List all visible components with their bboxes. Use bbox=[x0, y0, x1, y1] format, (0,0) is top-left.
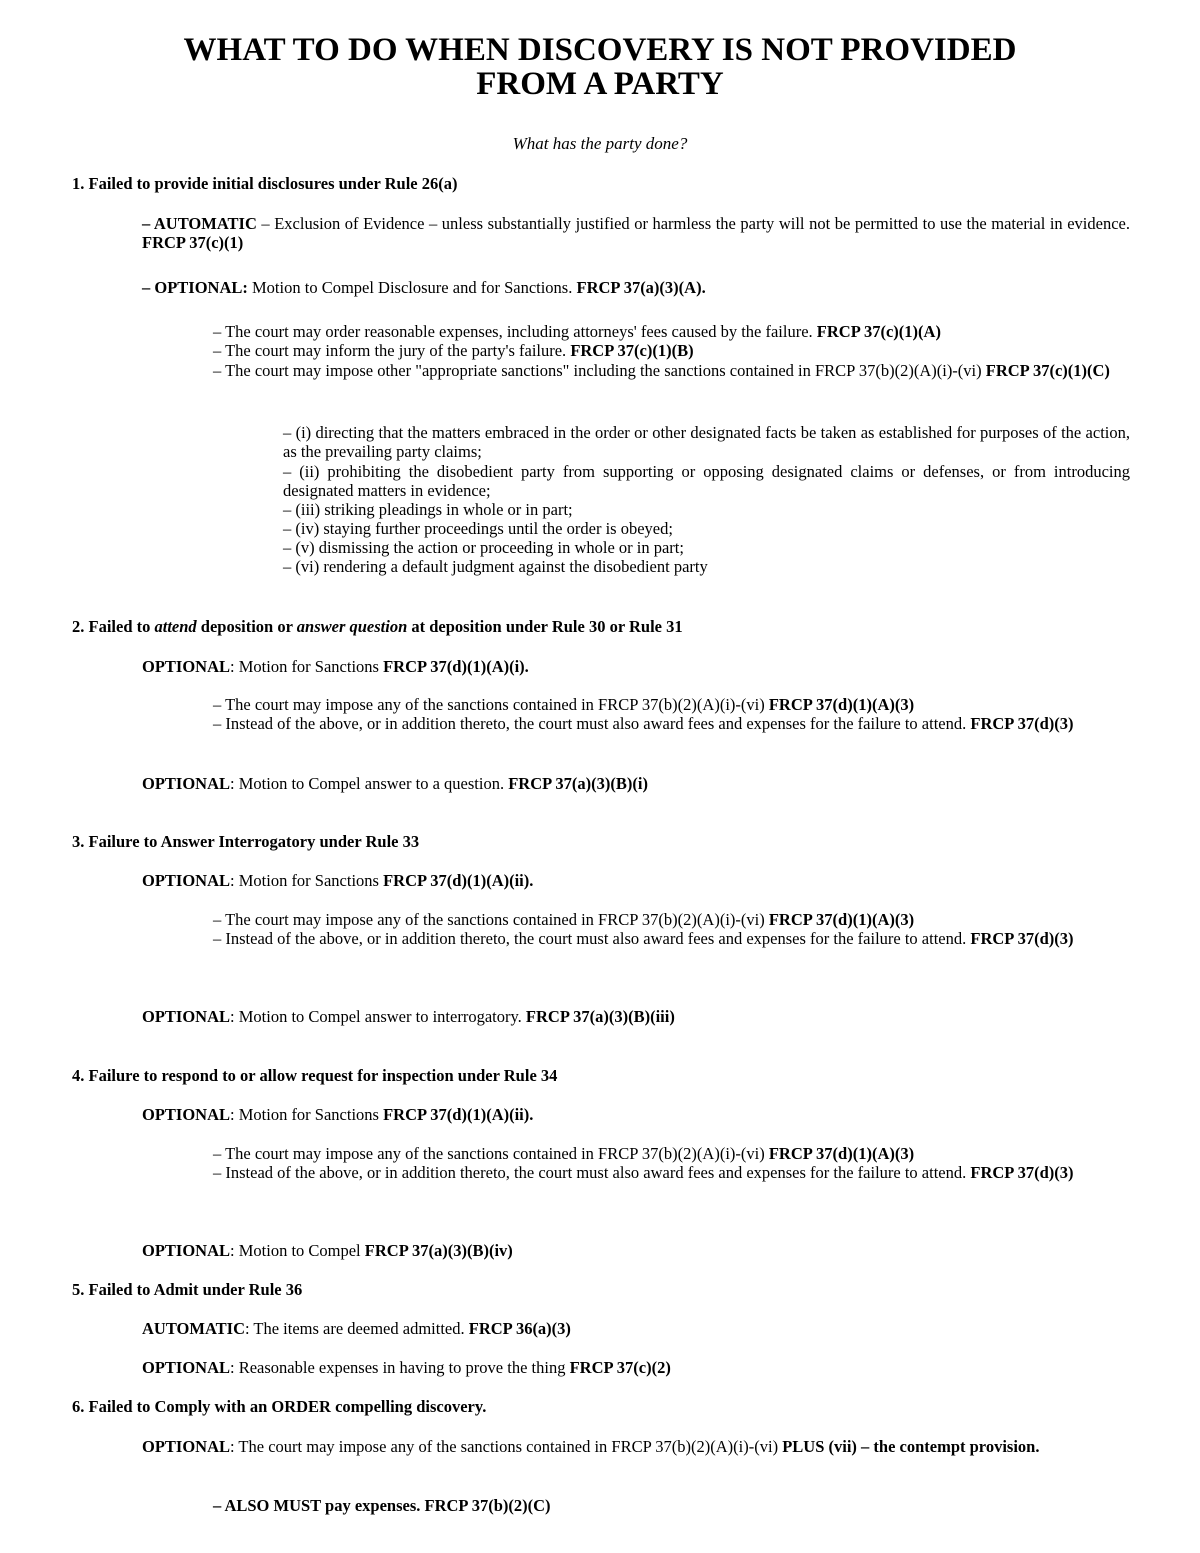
s4-optional-sanctions: OPTIONAL: Motion for Sanctions FRCP 37(d)(1)(A)(ii). bbox=[142, 1105, 534, 1124]
citation: FRCP 37(a)(3)(B)(iv) bbox=[364, 1241, 513, 1260]
citation: FRCP 37(d)(1)(A)(3) bbox=[768, 910, 915, 929]
citation: FRCP 37(a)(3)(A). bbox=[576, 278, 706, 297]
s3-optional-sanctions: OPTIONAL: Motion for Sanctions FRCP 37(d)(1)(A)(ii). bbox=[142, 871, 534, 890]
optional-label: OPTIONAL bbox=[142, 1007, 231, 1026]
citation: FRCP 37(d)(1)(A)(3) bbox=[768, 1144, 915, 1163]
page-subtitle: What has the party done? bbox=[512, 134, 688, 153]
s4-impose-line: – The court may impose any of the sanctions contained in FRCP 37(b)(2)(A)(i)-(vi) FRCP 37(d)(1)(A)(3) bbox=[213, 1144, 915, 1163]
also-must-label: – ALSO MUST pay expenses. bbox=[213, 1496, 425, 1515]
s2-optional-sanctions: OPTIONAL: Motion for Sanctions FRCP 37(d)(1)(A)(i). bbox=[142, 657, 529, 676]
citation: FRCP 37(d)(3) bbox=[970, 714, 1074, 733]
optional-label: OPTIONAL bbox=[142, 774, 231, 793]
page-title-line2: FROM A PARTY bbox=[476, 66, 724, 102]
section-3-heading: 3. Failure to Answer Interrogatory under Rule 33 bbox=[72, 832, 420, 851]
s3-instead-line: – Instead of the above, or in addition thereto, the court must also award fees and expenses for the failure to attend. FRCP 37(d)(3) bbox=[213, 929, 1074, 948]
citation: FRCP 37(c)(1)(A) bbox=[816, 322, 941, 341]
citation: FRCP 37(d)(1)(A)(3) bbox=[768, 695, 915, 714]
citation: FRCP 37(a)(3)(B)(iii) bbox=[525, 1007, 675, 1026]
section-2-heading: 2. Failed to attend deposition or answer question at deposition under Rule 30 or Rule 31 bbox=[72, 617, 683, 636]
emphasis-answer-question: answer question bbox=[296, 617, 408, 636]
sanctions-text: – The court may impose other "appropriate sanctions" including the sanctions contained in FRCP 37(b)(2)(A)(i)-(vi) bbox=[213, 361, 986, 380]
s1-automatic-paragraph bbox=[142, 214, 1130, 252]
section-4-heading: 4. Failure to respond to or allow request for inspection under Rule 34 bbox=[72, 1066, 558, 1085]
section-1-heading: 1. Failed to provide initial disclosures under Rule 26(a) bbox=[72, 174, 458, 193]
citation: FRCP 37(d)(1)(A)(i). bbox=[383, 657, 529, 676]
optional-label: OPTIONAL bbox=[142, 657, 231, 676]
section-6-heading: 6. Failed to Comply with an ORDER compelling discovery. bbox=[72, 1397, 487, 1416]
s4-optional-compel: OPTIONAL: Motion to Compel FRCP 37(a)(3)(B)(iv) bbox=[142, 1241, 513, 1260]
sanction-item: – (iv) staying further proceedings until the order is obeyed; bbox=[283, 519, 673, 538]
section-5-heading: 5. Failed to Admit under Rule 36 bbox=[72, 1280, 303, 1299]
sanction-item: – (vi) rendering a default judgment against the disobedient party bbox=[283, 557, 708, 576]
s6-also-must-line bbox=[213, 1496, 551, 1515]
automatic-label: – AUTOMATIC bbox=[142, 214, 257, 233]
sanction-item: – (iii) striking pleadings in whole or in part; bbox=[283, 500, 573, 519]
optional-label: OPTIONAL bbox=[142, 1358, 231, 1377]
optional-label: – OPTIONAL: bbox=[142, 278, 248, 297]
s3-optional-compel: OPTIONAL: Motion to Compel answer to interrogatory. FRCP 37(a)(3)(B)(iii) bbox=[142, 1007, 675, 1026]
page-title-line1: WHAT TO DO WHEN DISCOVERY IS NOT PROVIDED bbox=[183, 32, 1017, 68]
sanction-item: – (i) directing that the matters embraced in the order or other designated facts be taken as established for purposes of the action, as the prevailing party claims; bbox=[283, 423, 1130, 461]
citation: FRCP 37(d)(1)(A)(ii). bbox=[383, 1105, 534, 1124]
s2-optional-compel: OPTIONAL: Motion to Compel answer to a question. FRCP 37(a)(3)(B)(i) bbox=[142, 774, 648, 793]
expenses-text: – The court may order reasonable expenses, including attorneys' fees caused by the failure. bbox=[213, 322, 817, 341]
citation: FRCP 37(d)(3) bbox=[970, 1163, 1074, 1182]
s5-optional-line: OPTIONAL: Reasonable expenses in having to prove the thing FRCP 37(c)(2) bbox=[142, 1358, 671, 1377]
s3-impose-line: – The court may impose any of the sanctions contained in FRCP 37(b)(2)(A)(i)-(vi) FRCP 37(d)(1)(A)(3) bbox=[213, 910, 915, 929]
citation: FRCP 37(d)(3) bbox=[970, 929, 1074, 948]
contempt-provision: PLUS (vii) – the contempt provision. bbox=[782, 1437, 1040, 1456]
optional-label: OPTIONAL bbox=[142, 871, 231, 890]
citation: FRCP 37(c)(2) bbox=[569, 1358, 671, 1377]
emphasis-attend: attend bbox=[154, 617, 197, 636]
s1-expenses-line bbox=[213, 322, 941, 341]
automatic-text: – Exclusion of Evidence – unless substantially justified or harmless the party will not be permitted to use the material in evidence. bbox=[256, 214, 1130, 233]
citation: FRCP 37(a)(3)(B)(i) bbox=[508, 774, 648, 793]
optional-text: Motion to Compel Disclosure and for Sanctions. bbox=[247, 278, 577, 297]
s1-jury-line bbox=[213, 341, 694, 360]
optional-label: OPTIONAL bbox=[142, 1105, 231, 1124]
s6-optional-paragraph: OPTIONAL: The court may impose any of the sanctions contained in FRCP 37(b)(2)(A)(i)-(vi) PLUS (vii) – the contempt provision. bbox=[142, 1437, 1040, 1456]
s2-instead-line: – Instead of the above, or in addition thereto, the court must also award fees and expenses for the failure to attend. FRCP 37(d)(3) bbox=[213, 714, 1074, 733]
citation: FRCP 37(c)(1)(B) bbox=[570, 341, 694, 360]
citation: FRCP 37(c)(1) bbox=[142, 233, 244, 252]
optional-label: OPTIONAL bbox=[142, 1241, 231, 1260]
sanction-item: – (v) dismissing the action or proceeding in whole or in part; bbox=[283, 538, 684, 557]
citation: FRCP 37(c)(1)(C) bbox=[985, 361, 1110, 380]
s2-impose-line: – The court may impose any of the sanctions contained in FRCP 37(b)(2)(A)(i)-(vi) FRCP 37(d)(1)(A)(3) bbox=[213, 695, 915, 714]
automatic-label: AUTOMATIC bbox=[142, 1319, 245, 1338]
s4-instead-line: – Instead of the above, or in addition thereto, the court must also award fees and expenses for the failure to attend. FRCP 37(d)(3) bbox=[213, 1163, 1074, 1182]
s1-appropriate-sanctions-line bbox=[213, 361, 1130, 380]
sanction-item: – (ii) prohibiting the disobedient party from supporting or opposing designated claims or defenses, or from introducing designated matters in evidence; bbox=[283, 462, 1130, 500]
citation: FRCP 37(d)(1)(A)(ii). bbox=[383, 871, 534, 890]
citation: FRCP 37(b)(2)(C) bbox=[424, 1496, 551, 1515]
s1-optional-paragraph bbox=[142, 278, 706, 297]
citation: FRCP 36(a)(3) bbox=[468, 1319, 571, 1338]
optional-label: OPTIONAL bbox=[142, 1437, 231, 1456]
s5-automatic-line: AUTOMATIC: The items are deemed admitted. FRCP 36(a)(3) bbox=[142, 1319, 571, 1338]
jury-text: – The court may inform the jury of the party's failure. bbox=[213, 341, 571, 360]
